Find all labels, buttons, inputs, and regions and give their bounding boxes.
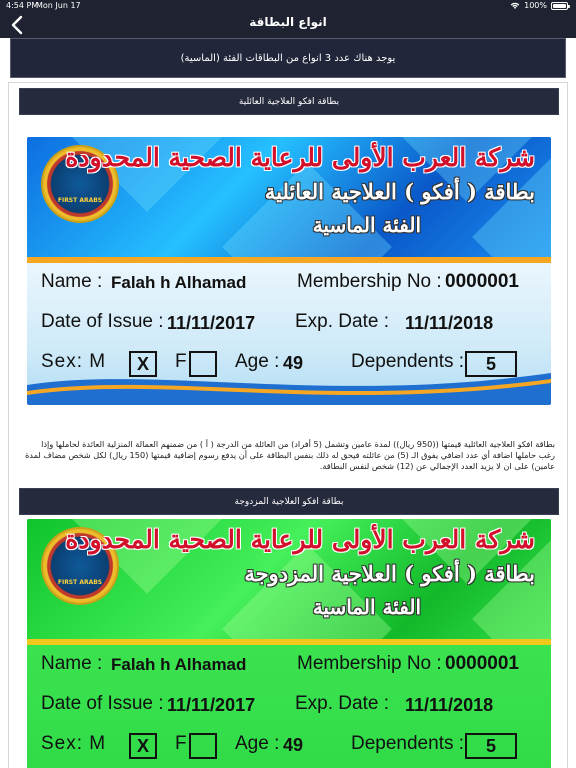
dependents-label: Dependents : <box>351 733 465 754</box>
sex-label: Sex: M <box>41 351 107 372</box>
card-body <box>27 645 551 768</box>
dependents-value: 5 <box>465 351 517 377</box>
status-time: 4:54 PM <box>6 1 39 10</box>
sex-m-box: X <box>129 733 157 759</box>
family-card-image <box>27 137 551 405</box>
content-scroll[interactable] <box>0 38 576 768</box>
status-right <box>510 1 568 10</box>
card-body <box>27 263 551 405</box>
section-header-dual[interactable]: بطاقة افكو العلاجية المزدوجة <box>19 488 559 515</box>
card-category: الفئة الماسية <box>312 595 421 619</box>
name-value: Falah h Alhamad <box>111 655 247 674</box>
age-label: Age : <box>235 351 280 372</box>
status-bar <box>0 0 576 12</box>
sex-f-box <box>189 351 217 377</box>
card-company-name: شركة العرب الأولى للرعاية الصحية المحدودة <box>65 525 535 554</box>
card-category: الفئة الماسية <box>312 213 421 237</box>
page-title: انواع البطاقة <box>249 15 327 29</box>
membership-value: 0000001 <box>445 271 519 292</box>
logo-text: FIRST ARABS <box>57 579 103 586</box>
battery-percent: 100% <box>524 1 547 10</box>
age-value: 49 <box>283 353 304 373</box>
card-type-title: بطاقة ( أفكو ) العلاجية العائلية <box>264 179 535 204</box>
wifi-icon <box>510 2 520 10</box>
dependents-value: 5 <box>465 733 517 759</box>
family-card-description: بطاقة افكو العلاجية العائلية قيمتها ((950 ريال)) لمدة عامين وتشمل (5 أفراد) من العائلة من الدرجة ( أ ) من ضمنهم العمالة المنزلية العائدة لحاملها وإذا رغب حاملها اضافة أي عدد اضافي يفوق الـ (5) من عائلته فيحق له ذلك بنفس البطاقة على أن يدفع رسوم إضافية قيمتها (150 ريال) لكل شخص مضاف لمدة عامين) على ان لا يزيد العدد الإجمالي عن (12) شخص لنفس البطاقة. <box>24 439 555 471</box>
card-type-title: بطاقة ( أفكو ) العلاجية المزدوجة <box>244 561 535 586</box>
sex-label: Sex: M <box>41 733 107 754</box>
card-header-area <box>27 519 551 639</box>
sex-f-box <box>189 733 217 759</box>
name-label: Name : <box>41 271 103 292</box>
card-header-area <box>27 137 551 257</box>
issue-value: 11/11/2017 <box>167 695 256 715</box>
name-value: Falah h Alhamad <box>111 273 247 292</box>
issue-label: Date of Issue : <box>41 311 164 332</box>
info-banner: يوجد هناك عدد 3 انواع من البطاقات الفئة (الماسية) <box>10 38 566 78</box>
sex-f-label: F <box>175 733 187 754</box>
issue-value: 11/11/2017 <box>167 313 256 333</box>
status-date: Mon Jun 17 <box>36 1 81 10</box>
membership-value: 0000001 <box>445 653 519 674</box>
cards-panel <box>8 82 568 768</box>
card-company-name: شركة العرب الأولى للرعاية الصحية المحدودة <box>65 143 535 172</box>
exp-value: 11/11/2018 <box>405 313 494 333</box>
exp-label: Exp. Date : <box>295 311 389 332</box>
age-value: 49 <box>283 735 304 755</box>
dual-card-image <box>27 519 551 768</box>
issue-label: Date of Issue : <box>41 693 164 714</box>
sex-f-label: F <box>175 351 187 372</box>
exp-label: Exp. Date : <box>295 693 389 714</box>
age-label: Age : <box>235 733 280 754</box>
battery-icon <box>551 2 568 10</box>
nav-bar <box>0 12 576 38</box>
membership-label: Membership No : <box>297 653 442 674</box>
dependents-label: Dependents : <box>351 351 465 372</box>
logo-text: FIRST ARABS <box>57 197 103 204</box>
membership-label: Membership No : <box>297 271 442 292</box>
section-header-family[interactable]: بطاقة افكو العلاجية العائلية <box>19 88 559 115</box>
sex-m-box: X <box>129 351 157 377</box>
exp-value: 11/11/2018 <box>405 695 494 715</box>
name-label: Name : <box>41 653 103 674</box>
